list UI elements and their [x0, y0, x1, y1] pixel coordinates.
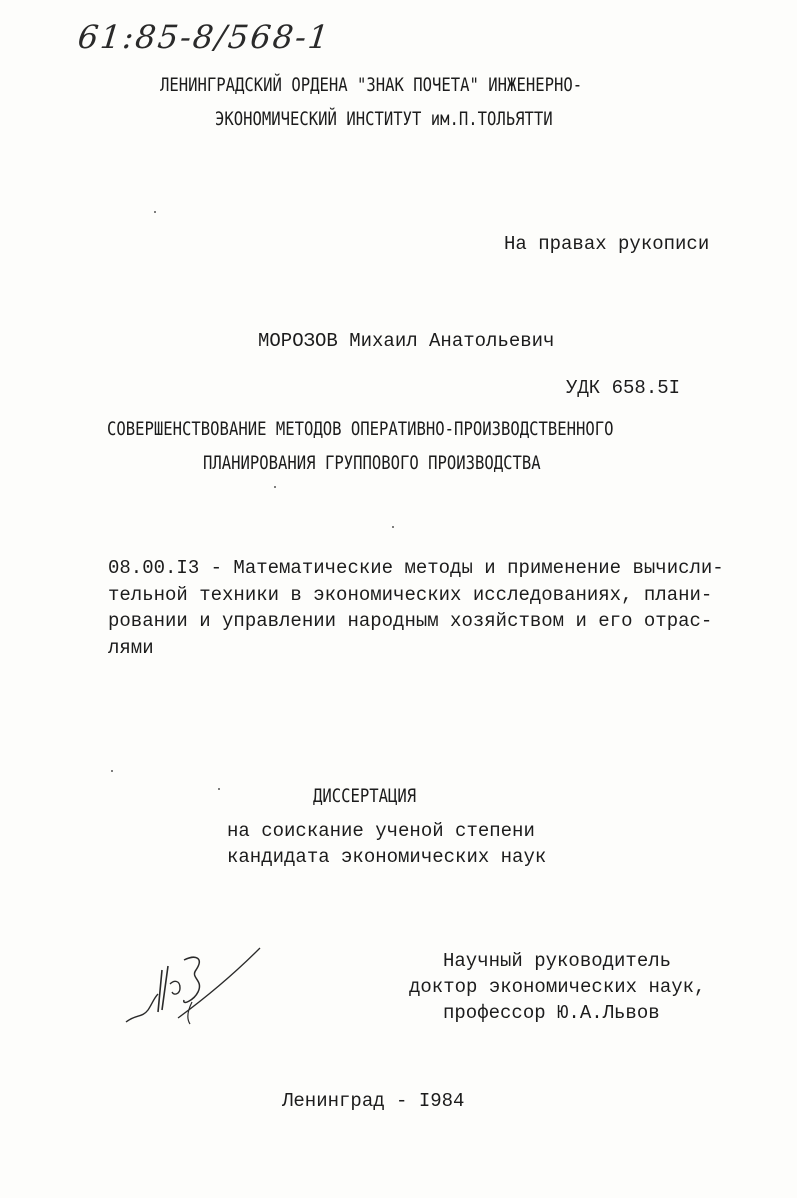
udc-code: УДК 658.5I	[566, 377, 681, 399]
dissertation-heading: ДИССЕРТАЦИЯ	[313, 785, 417, 807]
author-name: МОРОЗОВ Михаил Анатольевич	[258, 330, 555, 352]
speck	[274, 486, 276, 488]
archive-number: 61:85-8/568-1	[76, 18, 333, 56]
specialty-line-2: тельной техники в экономических исследованиях, плани-	[108, 584, 713, 606]
supervisor-line-1: Научный руководитель	[443, 950, 672, 972]
supervisor-line-2: доктор экономических наук,	[409, 976, 706, 998]
institute-line-2: ЭКОНОМИЧЕСКИЙ ИНСТИТУТ им.П.ТОЛЬЯТТИ	[215, 108, 553, 130]
signature-image	[118, 940, 268, 1030]
place-year: Ленинград - I984	[282, 1090, 465, 1112]
rights-note: На правах рукописи	[504, 233, 710, 255]
title-line-2: ПЛАНИРОВАНИЯ ГРУППОВОГО ПРОИЗВОДСТВА	[203, 452, 541, 474]
specialty-line-1: 08.00.I3 - Математические методы и применение вычисли-	[108, 557, 724, 579]
speck	[392, 526, 394, 528]
supervisor-line-3: профессор Ю.А.Львов	[443, 1002, 660, 1024]
specialty-line-3: ровании и управлении народным хозяйством и его отрас-	[108, 610, 713, 632]
institute-line-1: ЛЕНИНГРАДСКИЙ ОРДЕНА "ЗНАК ПОЧЕТА" ИНЖЕНЕРНО-	[160, 74, 583, 96]
title-line-1: СОВЕРШЕНСТВОВАНИЕ МЕТОДОВ ОПЕРАТИВНО-ПРОИЗВОДСТВЕННОГО	[107, 418, 614, 440]
dissertation-line-1: на соискание ученой степени	[227, 820, 535, 842]
speck	[111, 770, 113, 772]
specialty-line-4: лями	[108, 637, 154, 659]
speck	[218, 788, 220, 790]
speck	[154, 211, 156, 213]
dissertation-line-2: кандидата экономических наук	[227, 846, 547, 868]
